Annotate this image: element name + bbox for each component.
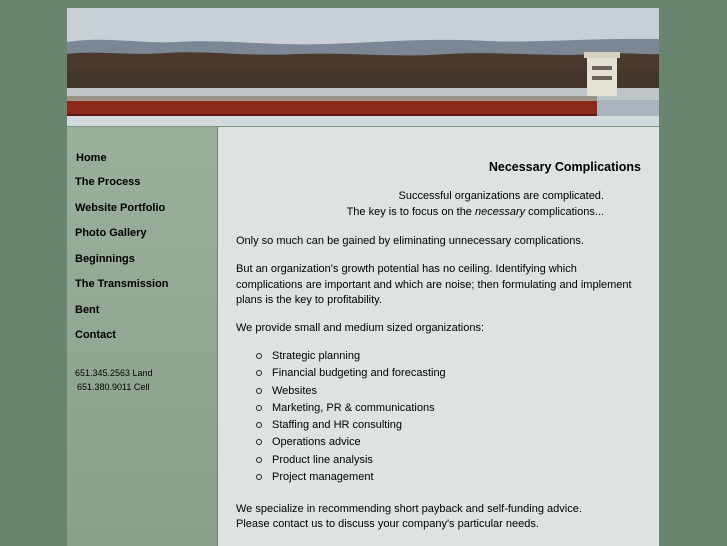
- nav-item-photo-gallery[interactable]: Photo Gallery: [75, 227, 147, 239]
- tagline-emphasis: necessary: [474, 206, 526, 218]
- sidebar-nav: [67, 126, 218, 546]
- service-label: Operations advice: [272, 436, 361, 449]
- service-label: Strategic planning: [272, 350, 361, 362]
- list-item: [254, 452, 446, 469]
- list-item: [254, 383, 446, 400]
- closing-paragraph-1: We specialize in recommending short payback and self-funding advice.: [236, 503, 582, 515]
- intro-paragraph: Only so much can be gained by eliminating unnecessary complications.: [236, 235, 584, 247]
- nav-item-the-process[interactable]: The Process: [75, 176, 141, 188]
- service-label: Product line analysis: [272, 453, 373, 466]
- nav-item-the-transmission[interactable]: The Transmission: [75, 278, 169, 290]
- header-banner-image: [67, 8, 659, 126]
- phone-cell: 651.380.9011 Cell: [77, 382, 150, 392]
- bullet-circle-icon: [256, 405, 262, 411]
- service-label: Marketing, PR & communications: [272, 401, 435, 414]
- nav-item-home[interactable]: Home: [76, 152, 107, 164]
- service-label: Staffing and HR consulting: [272, 419, 403, 432]
- bullet-circle-icon: [256, 388, 262, 394]
- tagline-line-1: Successful organizations are complicated.: [398, 190, 604, 202]
- closing-paragraph-2: Please contact us to discuss your company's particular needs.: [236, 518, 539, 530]
- growth-paragraph: But an organization's growth potential has no ceiling. Identifying which complications are important and which are noise; then formulating and implement plans is the key to profitability.: [236, 263, 632, 306]
- list-item: [254, 417, 446, 434]
- list-item: [254, 400, 446, 417]
- nav-item-contact[interactable]: Contact: [75, 329, 116, 341]
- tagline-pre: The key is to focus on the: [346, 206, 475, 218]
- bullet-circle-icon: [256, 457, 262, 463]
- list-item: [254, 348, 446, 365]
- service-label: Financial budgeting and forecasting: [272, 367, 446, 380]
- provide-paragraph: We provide small and medium sized organizations:: [236, 322, 485, 334]
- nav-item-website-portfolio[interactable]: Website Portfolio: [75, 202, 166, 214]
- tagline-post: complications...: [525, 206, 604, 218]
- list-item: [254, 434, 446, 451]
- bullet-circle-icon: [256, 370, 262, 376]
- service-label: Websites: [272, 384, 318, 397]
- phone-land: 651.345.2563 Land: [75, 368, 153, 378]
- bullet-circle-icon: [256, 474, 262, 480]
- bullet-circle-icon: [256, 422, 262, 428]
- nav-item-bent[interactable]: Bent: [75, 304, 100, 316]
- main-content: [218, 126, 659, 546]
- service-label: Project management: [272, 471, 374, 484]
- bullet-circle-icon: [256, 353, 262, 359]
- bullet-circle-icon: [256, 439, 262, 445]
- nav-item-beginnings[interactable]: Beginnings: [75, 253, 135, 265]
- page-title: Necessary Complications: [488, 160, 641, 174]
- list-item: [254, 365, 446, 382]
- services-list: [236, 348, 446, 486]
- tagline-line-2: [347, 206, 604, 218]
- list-item: [254, 469, 446, 486]
